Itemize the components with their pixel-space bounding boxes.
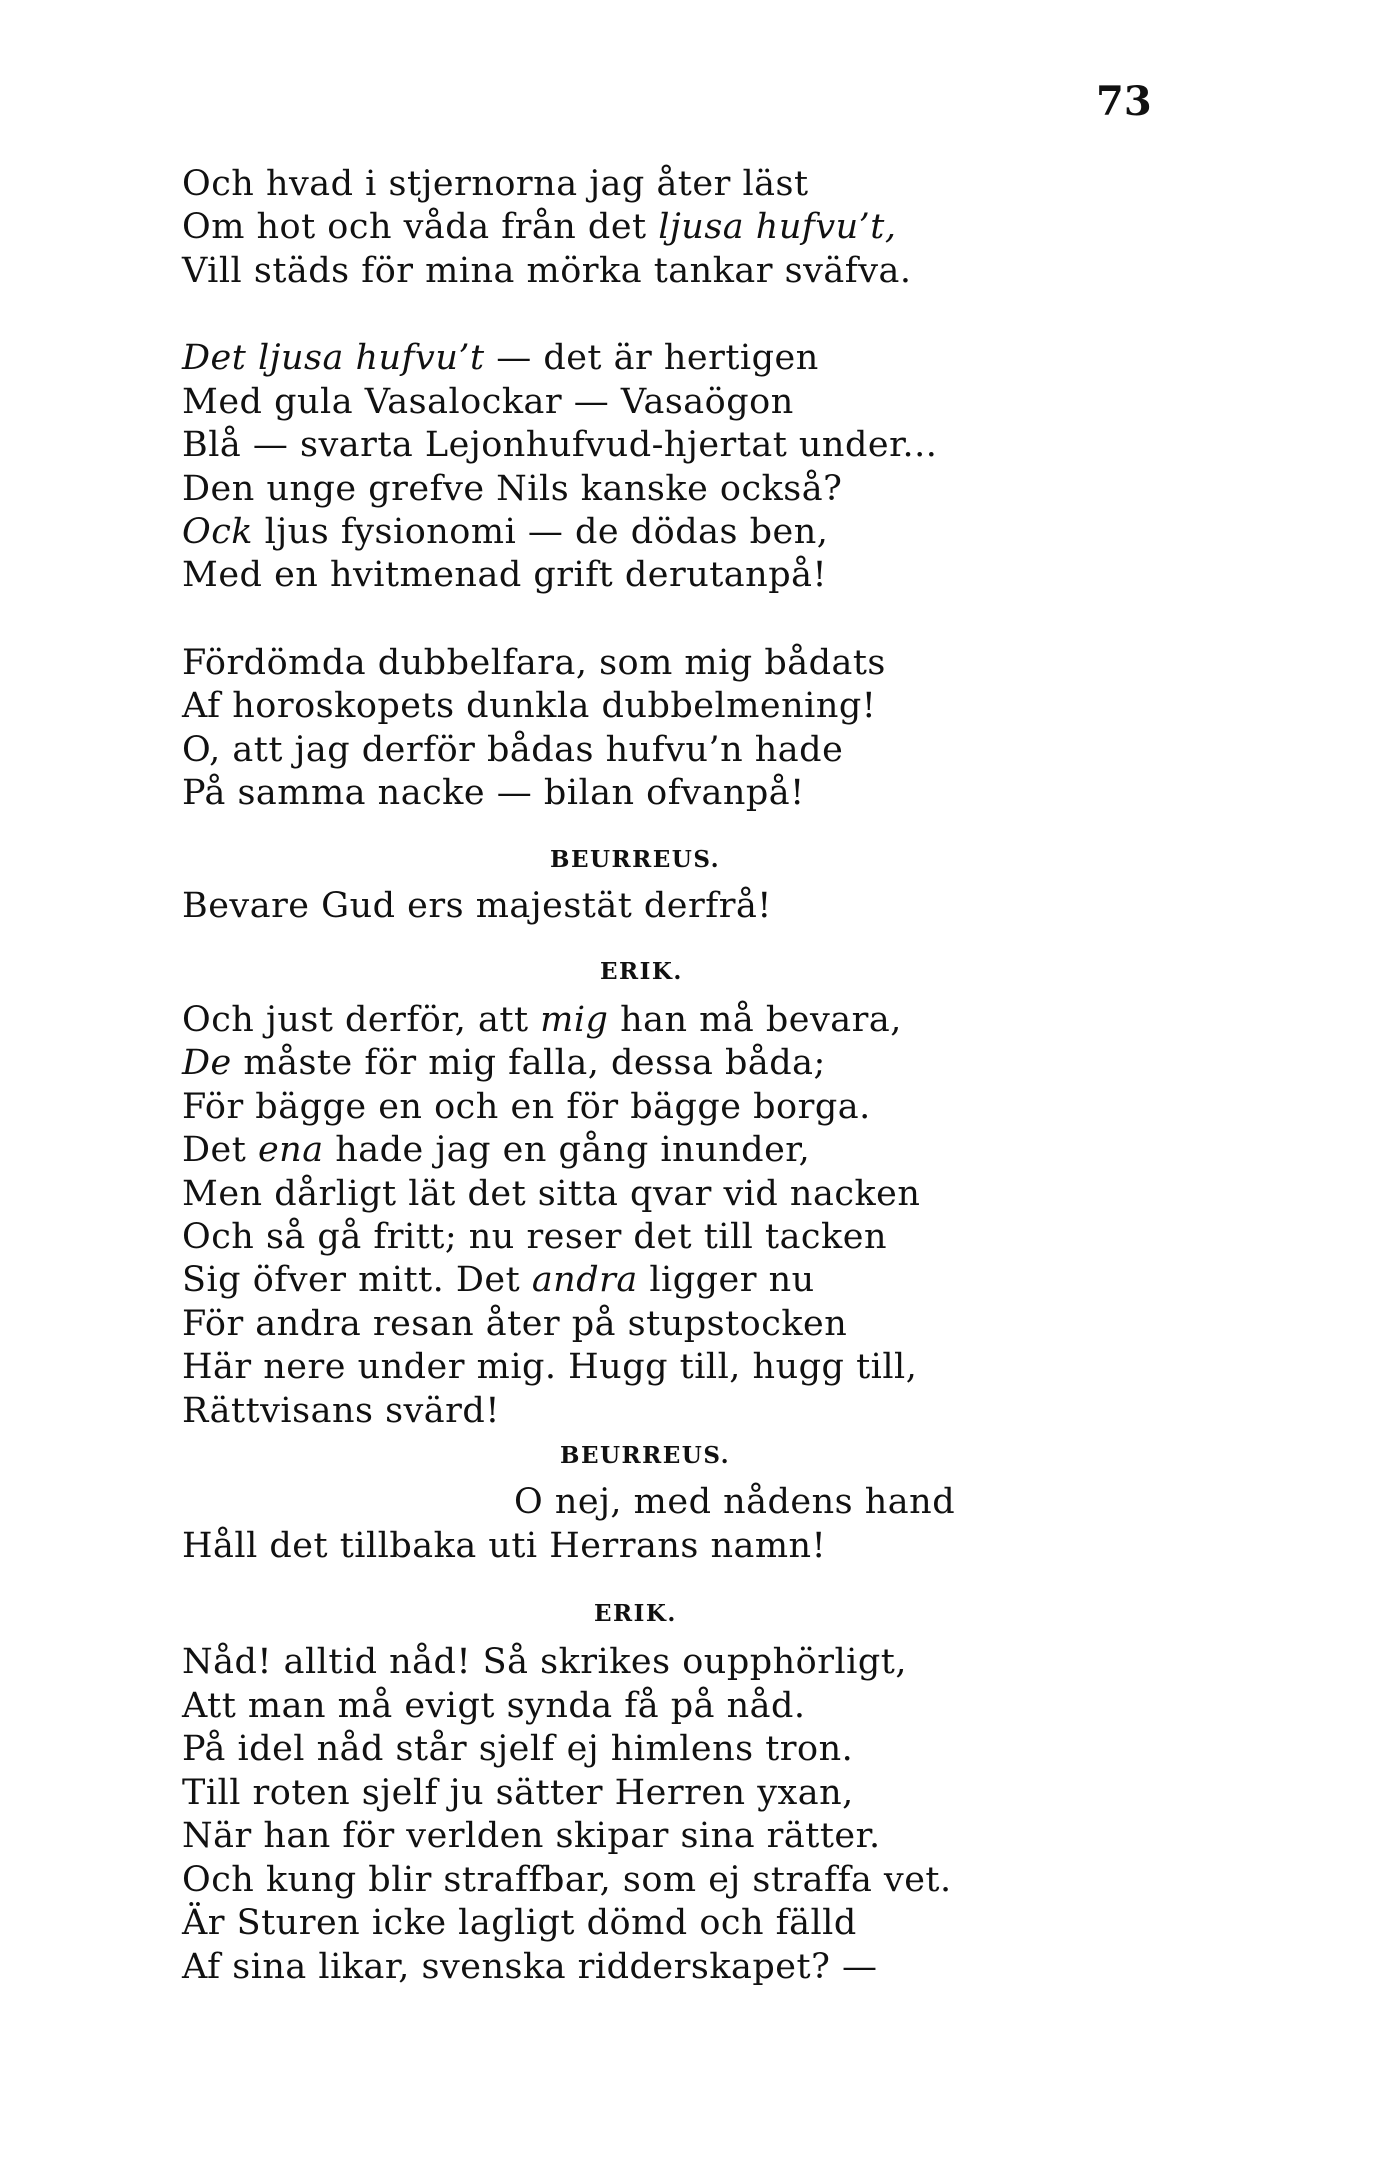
- verse-line: De måste för mig falla, dessa båda;: [182, 1043, 826, 1083]
- verse-line: Af horoskopets dunkla dubbelmening!: [182, 686, 877, 726]
- verse-line: Till roten sjelf ju sätter Herren yxan,: [182, 1773, 854, 1813]
- verse-line: Och hvad i stjernorna jag åter läst: [182, 164, 809, 204]
- verse-line: Fördömda dubbelfara, som mig bådats: [182, 643, 886, 683]
- verse-line: Ock ljus fysionomi — de dödas ben,: [182, 512, 829, 552]
- verse-line: För andra resan åter på stupstocken: [182, 1304, 848, 1344]
- speaker-name: BEURREUS.: [550, 846, 721, 873]
- verse-line: Nåd! alltid nåd! Så skrikes oupphörligt,: [182, 1642, 907, 1682]
- verse-line: Och just derför, att mig han må bevara,: [182, 1000, 902, 1040]
- italic-text: ena: [257, 1130, 324, 1170]
- verse-line: Vill städs för mina mörka tankar sväfva.: [182, 251, 912, 291]
- verse-line: Sig öfver mitt. Det andra ligger nu: [182, 1260, 815, 1300]
- italic-text: andra: [531, 1260, 638, 1300]
- verse-line: Men dårligt lät det sitta qvar vid nacken: [182, 1174, 921, 1214]
- verse-line: Med en hvitmenad grift derutanpå!: [182, 555, 828, 595]
- verse-line: Bevare Gud ers majestät derfrå!: [182, 886, 772, 926]
- page-number: 73: [1096, 78, 1152, 125]
- italic-text: mig: [540, 1000, 609, 1040]
- verse-line: När han för verlden skipar sina rätter.: [182, 1816, 881, 1856]
- speaker-name: ERIK.: [600, 958, 683, 985]
- verse-line: O, att jag derför bådas hufvu’n hade: [182, 730, 844, 770]
- verse-line: Det ena hade jag en gång inunder,: [182, 1130, 811, 1170]
- verse-line: Här nere under mig. Hugg till, hugg till,: [182, 1347, 918, 1387]
- verse-line: Blå — svarta Lejonhufvud-hjertat under...: [182, 425, 938, 465]
- verse-line: För bägge en och en för bägge borga.: [182, 1087, 871, 1127]
- verse-line: Att man må evigt synda få på nåd.: [182, 1686, 806, 1726]
- verse-line: Håll det tillbaka uti Herrans namn!: [182, 1526, 827, 1566]
- verse-line: Med gula Vasalockar — Vasaögon: [182, 382, 794, 422]
- verse-line: Och så gå fritt; nu reser det till tacken: [182, 1217, 887, 1257]
- speaker-name: ERIK.: [594, 1600, 677, 1627]
- italic-text: De: [182, 1043, 232, 1083]
- verse-line: Är Sturen icke lagligt dömd och fälld: [182, 1903, 857, 1943]
- speaker-name: BEURREUS.: [560, 1442, 731, 1469]
- verse-line: O nej, med nådens hand: [514, 1482, 956, 1522]
- verse-line: Om hot och våda från det ljusa hufvu’t,: [182, 207, 897, 247]
- verse-line: Det ljusa hufvu’t — det är hertigen: [182, 338, 819, 378]
- verse-line: På samma nacke — bilan ofvanpå!: [182, 773, 805, 813]
- verse-line: Och kung blir straffbar, som ej straffa vet.: [182, 1860, 952, 1900]
- italic-text: ljusa hufvu’t,: [658, 207, 897, 247]
- italic-text: Det ljusa hufvu’t: [182, 338, 485, 378]
- italic-text: Ock: [182, 512, 254, 552]
- verse-line: Af sina likar, svenska ridderskapet? —: [182, 1947, 878, 1987]
- verse-line: Rättvisans svärd!: [182, 1391, 500, 1431]
- verse-line: Den unge grefve Nils kanske också?: [182, 469, 843, 509]
- verse-line: På idel nåd står sjelf ej himlens tron.: [182, 1729, 854, 1769]
